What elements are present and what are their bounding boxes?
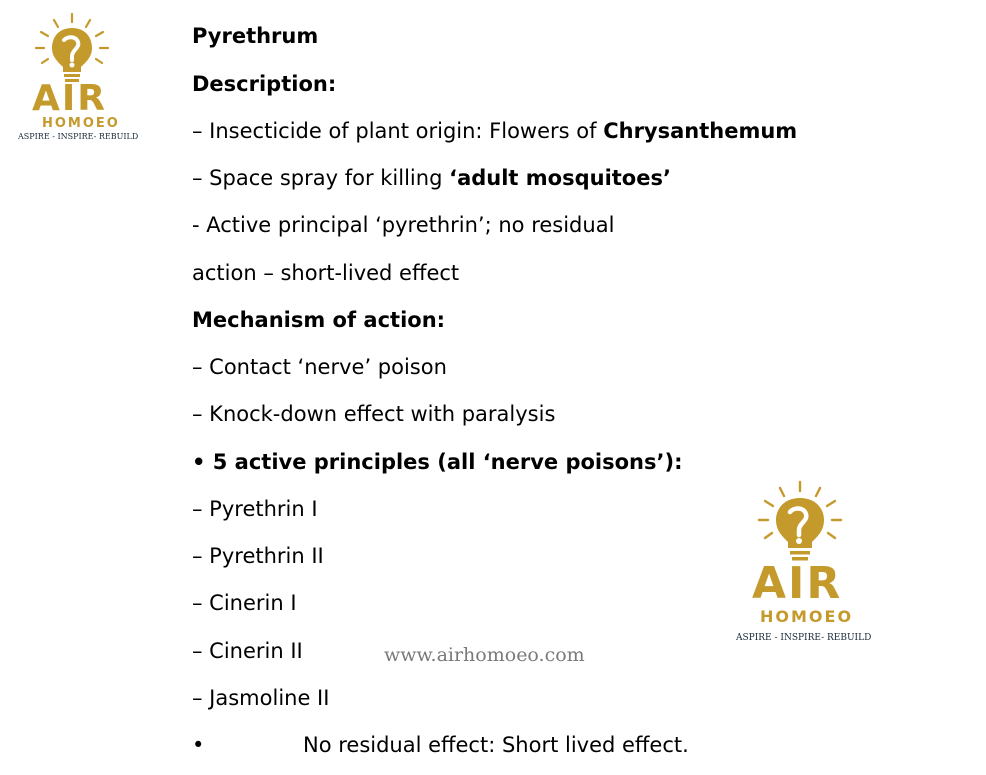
description-line-4: action – short-lived effect [192, 261, 460, 285]
logo-top-left [14, 10, 139, 145]
principles-heading: • 5 active principles (all ‘nerve poisons’): [192, 450, 683, 474]
logo-word: AIR [752, 558, 843, 609]
description-line-2: – Space spray for killing ‘adult mosquitoes’ [192, 166, 671, 190]
logo-word: AIR [32, 78, 107, 119]
watermark-url: www.airhomoeo.com [384, 644, 585, 666]
description-line-1: – Insecticide of plant origin: Flowers of Chrysanthemum [192, 119, 798, 143]
principle-item: – Cinerin II [192, 639, 303, 663]
logo-sub: HOMOEO [42, 116, 120, 131]
description-line-3: - Active principal ‘pyrethrin’; no residual [192, 213, 615, 237]
mechanism-line-1: – Contact ‘nerve’ poison [192, 355, 447, 379]
logo-bottom-right [732, 480, 872, 650]
mechanism-line-2: – Knock-down effect with paralysis [192, 402, 556, 426]
logo-tagline: ASPIRE - INSPIRE- REBUILD [736, 633, 872, 643]
final-bullet: • [192, 733, 205, 757]
logo-tagline: ASPIRE - INSPIRE- REBUILD [18, 132, 139, 141]
principle-item: – Pyrethrin II [192, 544, 324, 568]
principle-item: – Jasmoline II [192, 686, 330, 710]
lightbulb-icon [732, 480, 872, 570]
mechanism-heading: Mechanism of action: [192, 308, 446, 332]
principle-item: – Pyrethrin I [192, 497, 318, 521]
page-title: Pyrethrum [192, 24, 319, 48]
principle-item: – Cinerin I [192, 591, 297, 615]
final-bullet-text: No residual effect: Short lived effect. [303, 733, 689, 757]
logo-sub: HOMOEO [760, 607, 854, 626]
description-heading: Description: [192, 72, 337, 96]
